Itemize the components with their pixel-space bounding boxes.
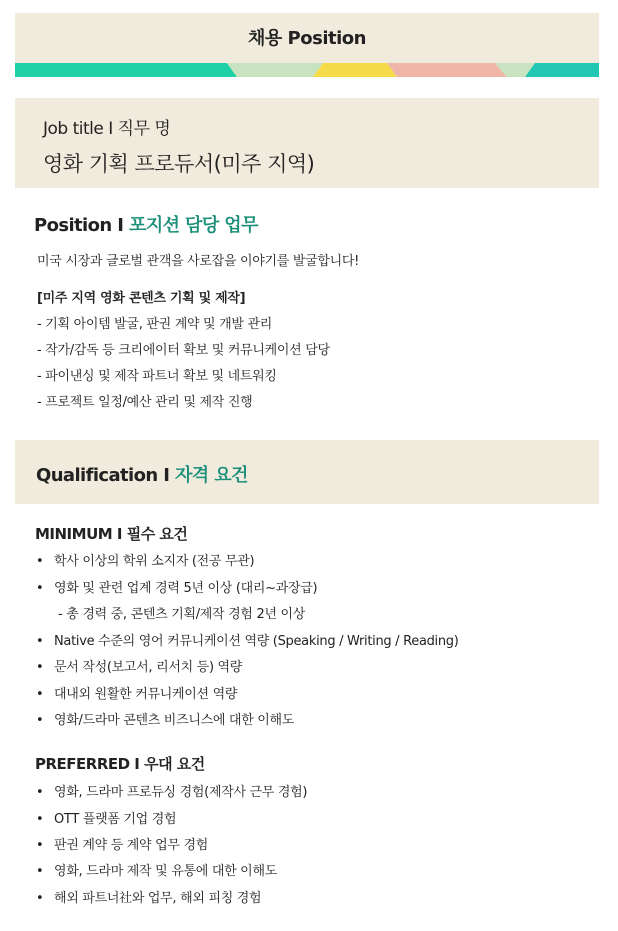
minimum-item-3: Native 수준의 영어 커뮤니케이션 역량 (Speaking / Writing / Reading) <box>54 634 459 649</box>
list-item <box>36 808 176 827</box>
list-item <box>36 683 237 702</box>
list-item <box>36 630 459 649</box>
position-duty-3: - 파이낸싱 및 제작 파트너 확보 및 네트워킹 <box>37 369 277 384</box>
position-section-title <box>34 211 258 237</box>
list-item <box>36 860 277 879</box>
list-item <box>36 709 294 728</box>
preferred-item-4: 영화, 드라마 제작 및 유통에 대한 이해도 <box>54 864 277 879</box>
page-title: 채용 Position <box>248 28 366 49</box>
decorative-stripe <box>15 63 599 77</box>
minimum-item-4: 문서 작성(보고서, 리서치 등) 역량 <box>54 660 243 675</box>
stripe-segment-4 <box>387 63 507 77</box>
bullet-icon: • <box>36 660 44 675</box>
position-duty-4: - 프로젝트 일정/예산 관리 및 제작 진행 <box>37 395 253 410</box>
bullet-icon: • <box>36 891 44 906</box>
minimum-item-5: 대내외 원활한 커뮤니케이션 역량 <box>54 687 238 702</box>
preferred-item-1: 영화, 드라마 프로듀싱 경험(제작사 근무 경험) <box>54 785 308 800</box>
position-subheading: [미주 지역 영화 콘텐츠 기획 및 제작] <box>37 291 246 306</box>
minimum-item-6: 영화/드라마 콘텐츠 비즈니스에 대한 이해도 <box>54 713 295 728</box>
bullet-icon: • <box>36 864 44 879</box>
preferred-item-5: 해외 파트너社와 업무, 해외 피칭 경험 <box>54 891 262 906</box>
qualification-section-title <box>36 461 248 487</box>
minimum-requirements-title: MINIMUM I 필수 요건 <box>35 525 188 543</box>
list-item <box>36 834 208 853</box>
job-title-label: Job title I 직무 명 <box>43 119 171 139</box>
stripe-segment-2 <box>227 63 323 77</box>
bullet-icon: • <box>36 838 44 853</box>
list-item <box>36 577 317 596</box>
stripe-segment-6 <box>525 63 599 77</box>
job-title-value: 영화 기획 프로듀서(미주 지역) <box>43 152 315 176</box>
bullet-icon: • <box>36 581 44 596</box>
stripe-segment-1 <box>15 63 237 77</box>
list-item <box>36 656 242 675</box>
position-title-ko: 포지션 담당 업무 <box>129 215 258 236</box>
job-title-box <box>15 98 599 188</box>
bullet-icon: • <box>36 634 44 649</box>
list-item <box>36 887 261 906</box>
position-duty-1: - 기획 아이템 발굴, 판권 계약 및 개발 관리 <box>37 317 273 332</box>
minimum-item-2: 영화 및 관련 업계 경력 5년 이상 (대리~과장급) <box>54 581 318 596</box>
qualification-title-ko: 자격 요건 <box>175 465 248 486</box>
bullet-icon: • <box>36 554 44 569</box>
list-item <box>36 550 254 569</box>
bullet-icon: • <box>36 812 44 827</box>
qualification-section-box <box>15 440 599 504</box>
minimum-item-1: 학사 이상의 학위 소지자 (전공 무관) <box>54 554 255 569</box>
qualification-title-en: Qualification I <box>36 465 176 486</box>
preferred-requirements-title: PREFERRED I 우대 요건 <box>35 755 205 773</box>
bullet-icon: • <box>36 713 44 728</box>
position-duty-2: - 작가/감독 등 크리에이터 확보 및 커뮤니케이션 담당 <box>37 343 330 358</box>
preferred-item-3: 판권 계약 등 계약 업무 경험 <box>54 838 208 853</box>
bullet-icon: • <box>36 687 44 702</box>
list-item <box>36 781 307 800</box>
minimum-item-2-subnote: - 총 경력 중, 콘텐츠 기획/제작 경험 2년 이상 <box>58 607 306 622</box>
position-title-en: Position I <box>34 215 130 236</box>
bullet-icon: • <box>36 785 44 800</box>
position-intro: 미국 시장과 글로벌 관객을 사로잡을 이야기를 발굴합니다! <box>37 254 360 269</box>
stripe-segment-3 <box>313 63 397 77</box>
preferred-item-2: OTT 플랫폼 기업 경험 <box>54 812 177 827</box>
page-header <box>15 13 599 63</box>
